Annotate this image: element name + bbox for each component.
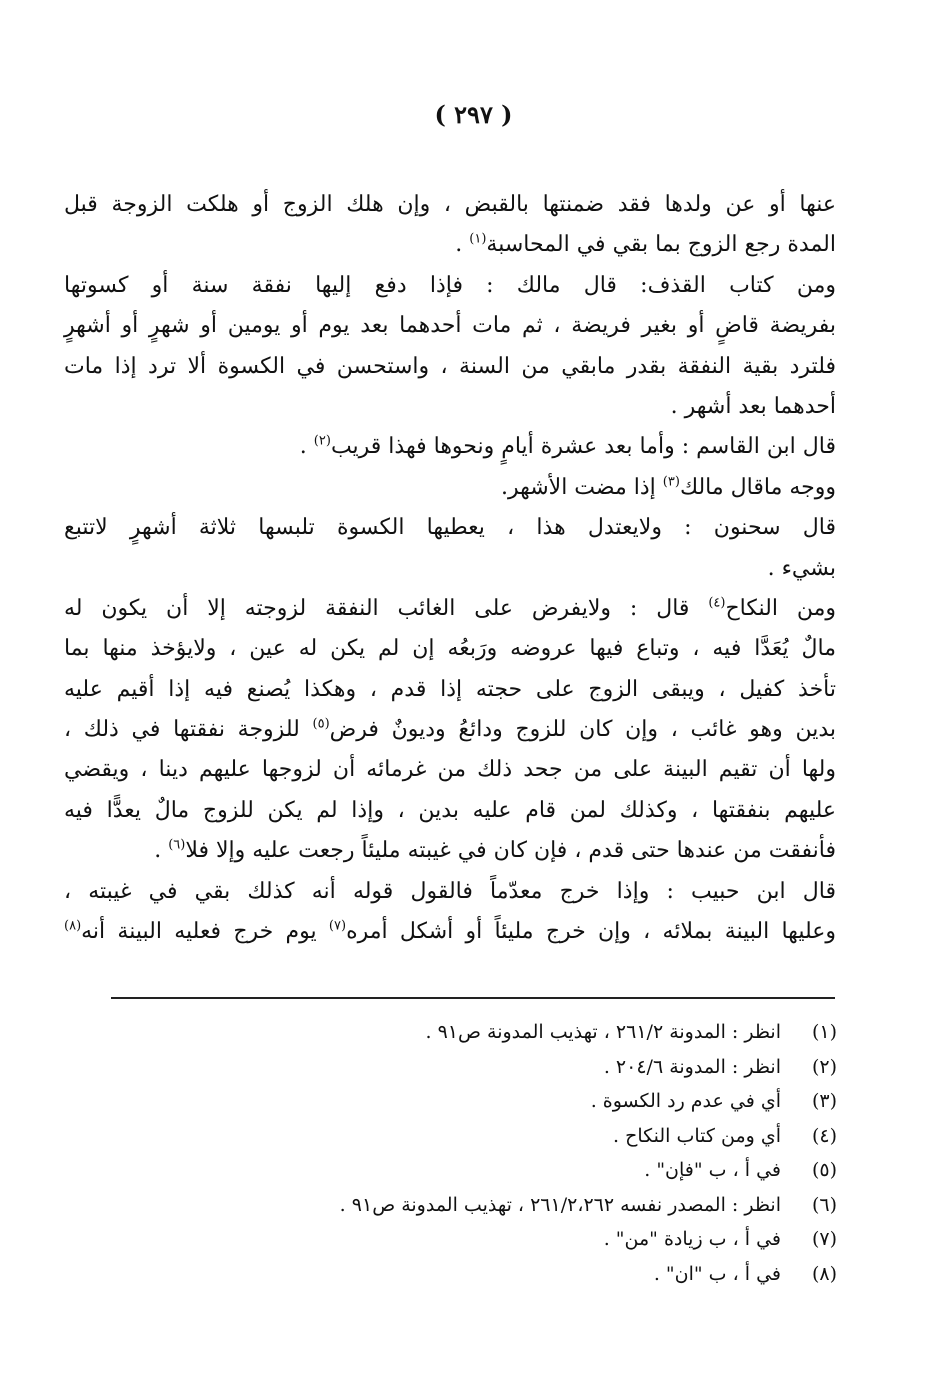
text-line: [64, 271, 836, 301]
footnote-text: في أ ، ب "فإن" .: [644, 1159, 781, 1181]
footnote-ref: (٢): [313, 434, 331, 450]
text-line: [64, 190, 836, 220]
footnote: [137, 1053, 837, 1088]
footnote-number: (٢): [811, 1055, 837, 1078]
footnote: [137, 1156, 837, 1191]
footnote-ref: (٤): [708, 595, 726, 611]
footnote-separator: [111, 997, 835, 999]
text-run: ومن كتاب القذف: قال مالك : فإذا دفع إليها نفقة سنة أو كسوتها: [64, 272, 836, 298]
footnote-ref: (٦): [168, 837, 186, 853]
footnote: [137, 1018, 837, 1053]
footnote-ref: (٨): [64, 918, 82, 934]
footnotes: [137, 1018, 837, 1294]
footnote-number: (٨): [811, 1262, 837, 1285]
text-run: .: [455, 232, 470, 258]
text-run: ووجه ماقال مالك: [679, 474, 836, 500]
text-run: إذا مضت الأشهر.: [500, 474, 663, 500]
footnote-number: (٧): [811, 1228, 837, 1250]
main-text: [64, 190, 836, 957]
footnote-text: في أ ، ب زيادة "من" .: [603, 1228, 781, 1250]
footnote-ref: (٥): [312, 716, 330, 732]
text-line: [64, 877, 836, 907]
text-run: ومن النكاح: [725, 595, 837, 621]
text-run: قال : ولايفرض على الغائب النفقة لزوجته إلا أن يكون له: [64, 595, 709, 621]
text-run: .: [154, 838, 169, 864]
text-line: [64, 473, 836, 503]
text-run: قال ابن القاسم : وأما بعد عشرة أيامٍ ونحوها فهذا قريب: [330, 434, 836, 460]
footnote-ref: (١): [469, 232, 487, 248]
footnote-number: (٦): [811, 1193, 837, 1216]
footnote-text: أي ومن كتاب النكاح .: [613, 1124, 781, 1147]
text-line: [64, 755, 836, 785]
footnote: [137, 1122, 837, 1157]
footnote-ref: (٣): [662, 474, 680, 490]
text-run: فلترد بقية النفقة بقدر مابقي من السنة ، واستحسن في الكسوة ألا ترد إذا مات: [64, 353, 836, 379]
footnote: [137, 1191, 837, 1226]
footnote: [137, 1225, 837, 1260]
page-number: ( ٢٩٧ ): [434, 100, 513, 129]
text-run: بدين وهو غائب ، وإن كان للزوج ودائعُ وديونٌ فرض: [329, 717, 836, 743]
text-line: [64, 513, 836, 543]
text-run: ولها أن تقيم البينة على من جحد ذلك من غرمائه أن لزوجها عليهم دينا ، ويقضي: [64, 757, 836, 783]
text-run: .: [299, 434, 314, 460]
footnote-text: انظر : المصدر نفسه ٢٦١/٢،٢٦٢ ، تهذيب المدونة ص٩١ .: [339, 1193, 781, 1216]
text-run: بفريضة قاضٍ أو بغير فريضة ، ثم مات أحدهما بعد يوم أو يومين أو شهرٍ أو أشهرٍ: [64, 313, 836, 339]
footnote: [137, 1260, 837, 1295]
text-line: [64, 311, 836, 341]
footnote-number: (١): [811, 1021, 837, 1043]
text-run: وعليها البينة بملائه ، وإن خرج مليئاً أو أشكل أمره: [346, 919, 836, 945]
text-line: [64, 392, 836, 422]
footnote-number: (٤): [811, 1124, 837, 1147]
text-run: أحدهما بعد أشهر .: [670, 393, 836, 419]
text-run: المدة رجع الزوج بما بقي في المحاسبة: [486, 232, 836, 258]
text-line: [64, 594, 836, 624]
text-run: بشيء .: [767, 555, 836, 581]
text-line: [64, 796, 836, 826]
text-line: [64, 715, 836, 745]
text-run: قال ابن حبيب : وإذا خرج معدّماً فالقول قوله أنه كذلك بقي في غيبته ،: [64, 878, 836, 904]
text-run: عليهم بنفقتها ، وكذلك لمن قام عليه بدين ، وإذا لم يكن للزوج مالٌ يعدًّا فيه: [64, 797, 836, 823]
text-run: مالٌ يُعَدَّا فيه ، وتباع فيها عروضه ورَبعُه إن لم يكن له عين ، ولايؤخذ منها بما: [64, 636, 836, 662]
footnote-number: (٣): [811, 1090, 837, 1112]
footnote-text: انظر : المدونة ٢٠٤/٦ .: [603, 1055, 781, 1078]
footnote: [137, 1087, 837, 1122]
text-run: للزوجة نفقتها في ذلك ،: [64, 717, 313, 743]
text-run: فأنفقت من عندها حتى قدم ، فإن كان في غيبته مليئاً رجعت عليه وإلا فلا: [185, 838, 836, 864]
text-line: [64, 634, 836, 664]
text-line: [64, 352, 836, 382]
footnote-text: في أ ، ب "ان" .: [653, 1262, 781, 1285]
text-run: قال سحنون : ولايعتدل هذا ، يعطيها الكسوة تلبسها ثلاثة أشهرٍ لاتتبع: [64, 515, 836, 541]
footnote-ref: (٧): [328, 918, 347, 934]
text-line: [64, 917, 836, 947]
footnote-text: أي في عدم رد الكسوة .: [590, 1090, 781, 1112]
text-line: [64, 675, 836, 705]
text-line: [64, 554, 836, 584]
text-run: عنها أو عن ولدها فقد ضمنتها بالقبض ، وإن هلك الزوج أو هلكت الزوجة قبل: [64, 192, 836, 217]
text-line: [64, 432, 836, 462]
text-line: [64, 836, 836, 866]
text-run: تأخذ كفيل ، ويبقى الزوج على حجته إذا قدم ، وهكذا يُصنع فيه إذا أقيم عليه: [64, 676, 836, 702]
text-line: [64, 230, 836, 260]
footnote-text: انظر : المدونة ٢٦١/٢ ، تهذيب المدونة ص٩١ .: [425, 1021, 781, 1043]
text-run: يوم خرج فعليه البينة أنه: [81, 919, 329, 945]
footnote-number: (٥): [811, 1159, 837, 1181]
